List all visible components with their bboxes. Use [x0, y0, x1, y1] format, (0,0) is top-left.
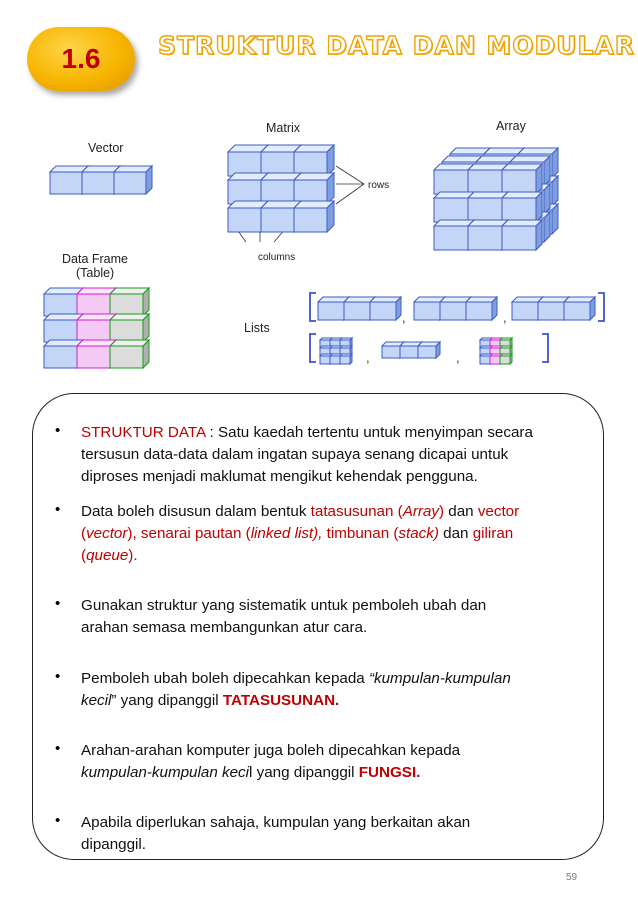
bullet-text: [81, 812, 591, 856]
cube-cell: [110, 314, 149, 342]
bullet-dot: •: [55, 668, 61, 685]
bullet-text: [81, 668, 591, 712]
notes-box: [32, 393, 604, 860]
cube-cell: [502, 220, 542, 250]
bullet-text: [81, 501, 591, 567]
cube-cell: [466, 297, 497, 320]
bullet-text-segment: dan: [438, 525, 473, 542]
bullet-text: [81, 595, 591, 639]
bullet-text-segment: arahan semasa membangunkan atur cara.: [81, 619, 368, 636]
cube-cell: [294, 173, 334, 204]
cube-cell: [500, 354, 512, 364]
bullet-text-segment: Apabila diperlukan sahaja, kumpulan yang berkaitan akan: [81, 814, 471, 831]
cube-cell: [114, 166, 152, 194]
svg-text:,: ,: [456, 350, 460, 365]
svg-text:,: ,: [402, 310, 406, 325]
bullet-text-segment: linked list),: [250, 525, 323, 542]
data-frame-label: Data Frame: [62, 252, 128, 266]
bullet-text-segment: dan: [444, 503, 478, 520]
bullet-dot: •: [55, 422, 61, 439]
cube-cell: [564, 297, 595, 320]
bullet-dot: •: [55, 812, 61, 829]
bullet-text-segment: kumpulan-kumpulan keci: [81, 764, 249, 781]
data-structures-figure: [30, 110, 610, 390]
columns-label: columns: [258, 252, 296, 263]
svg-text:,: ,: [366, 350, 370, 365]
bullet-text-segment: ): [438, 503, 445, 520]
bullet-dot: •: [55, 740, 61, 757]
cube-cell: [502, 164, 542, 194]
cube-cell: [418, 342, 440, 358]
bullet-text-segment: Data boleh disusun dalam bentuk: [81, 503, 311, 520]
cube-cell: [502, 192, 542, 222]
bullet-text-segment: giliran: [472, 525, 514, 542]
cube-cell: [294, 145, 334, 176]
bullet-text-segment: Array: [402, 503, 439, 520]
bullet-text-segment: tersusun data-data dalam ingatan supaya senang dicapai untuk: [81, 446, 509, 463]
array-label: Array: [496, 119, 526, 133]
section-number-badge: [27, 27, 135, 91]
bullet-text-segment: kecil: [81, 692, 112, 709]
bullet-dot: •: [55, 595, 61, 612]
page-number: 59: [566, 872, 578, 883]
bullet-dot: •: [55, 501, 61, 518]
bullet-text-segment: : Satu kaedah tertentu untuk menyimpan secara: [205, 424, 533, 441]
bullet-text-segment: vector: [86, 525, 128, 542]
bullet-text-segment: “kumpulan-kumpulan: [368, 670, 511, 687]
cube-cell: [294, 201, 334, 232]
bullet-text-segment: dipanggil.: [81, 836, 147, 853]
bullet-text: [81, 740, 591, 784]
svg-text:,: ,: [503, 310, 507, 325]
bullet-text-segment: tatasusunan (: [310, 503, 403, 520]
bullet-text-segment: ), senarai pautan (: [127, 525, 251, 542]
bullet-text-segment: l yang dipanggil: [249, 764, 359, 781]
bullet-text-segment: Pemboleh ubah boleh dipecahkan kepada: [81, 670, 369, 687]
page-title: STRUKTUR DATA DAN MODULAR: [158, 31, 636, 60]
bullet-text-segment: queue: [86, 547, 129, 564]
bullet-text-segment: ” yang dipanggil: [111, 692, 223, 709]
bullet-text: [81, 422, 591, 488]
bullet-text-segment: Gunakan struktur yang sistematik untuk pemboleh ubah dan: [81, 597, 487, 614]
bullet-text-segment: STRUKTUR DATA: [81, 424, 206, 441]
bullet-text-segment: (: [81, 547, 87, 564]
matrix-label: Matrix: [266, 121, 301, 135]
bullet-text-segment: TATASUSUNAN.: [222, 692, 340, 709]
bullet-text-segment: timbunan (: [322, 525, 399, 542]
bullet-text-segment: stack): [398, 525, 439, 542]
table-label: (Table): [76, 266, 115, 280]
bullet-text-segment: Arahan-arahan komputer juga boleh dipecahkan kepada: [81, 742, 461, 759]
section-number: 1.6: [61, 43, 101, 74]
cube-cell: [110, 288, 149, 316]
bullet-text-segment: ).: [128, 547, 138, 564]
lists-label: Lists: [244, 321, 270, 335]
bullet-text-segment: vector: [477, 503, 520, 520]
bullet-text-segment: diproses menjadi maklumat mengikut kehendak pengguna.: [81, 468, 478, 485]
cube-cell: [110, 340, 149, 368]
vector-label: Vector: [88, 141, 124, 155]
bullet-text-segment: (: [81, 525, 87, 542]
cube-cell: [370, 297, 401, 320]
rows-label: rows: [368, 180, 390, 191]
cube-cell: [340, 354, 352, 364]
bullet-text-segment: FUNGSI.: [358, 764, 421, 781]
